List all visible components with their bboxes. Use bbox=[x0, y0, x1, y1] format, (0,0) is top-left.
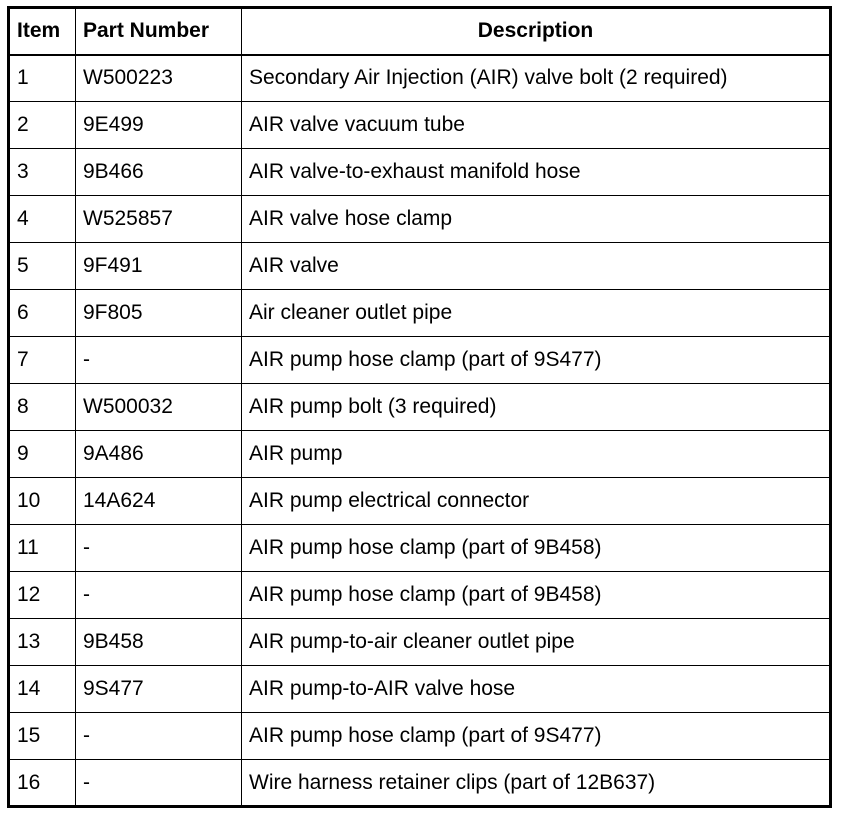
table-row bbox=[9, 149, 831, 196]
cell-description: AIR pump bbox=[242, 431, 831, 478]
cell-item: 8 bbox=[9, 384, 76, 431]
table-row bbox=[9, 55, 831, 102]
cell-item: 11 bbox=[9, 525, 76, 572]
cell-description: AIR valve vacuum tube bbox=[242, 102, 831, 149]
cell-part-number: W525857 bbox=[76, 196, 242, 243]
table-row bbox=[9, 431, 831, 478]
cell-description: Wire harness retainer clips (part of 12B637) bbox=[242, 760, 831, 807]
cell-item: 13 bbox=[9, 619, 76, 666]
cell-item: 3 bbox=[9, 149, 76, 196]
cell-part-number: 9S477 bbox=[76, 666, 242, 713]
table-row bbox=[9, 243, 831, 290]
cell-description: AIR pump hose clamp (part of 9S477) bbox=[242, 337, 831, 384]
table-row bbox=[9, 619, 831, 666]
cell-description: AIR valve-to-exhaust manifold hose bbox=[242, 149, 831, 196]
cell-description: AIR pump bolt (3 required) bbox=[242, 384, 831, 431]
cell-item: 5 bbox=[9, 243, 76, 290]
cell-item: 14 bbox=[9, 666, 76, 713]
cell-description: AIR pump-to-air cleaner outlet pipe bbox=[242, 619, 831, 666]
cell-item: 12 bbox=[9, 572, 76, 619]
parts-table bbox=[7, 6, 832, 808]
cell-description: Secondary Air Injection (AIR) valve bolt (2 required) bbox=[242, 55, 831, 102]
cell-description: AIR pump hose clamp (part of 9B458) bbox=[242, 525, 831, 572]
cell-part-number: - bbox=[76, 572, 242, 619]
cell-part-number: - bbox=[76, 713, 242, 760]
header-description: Description bbox=[242, 8, 831, 55]
cell-item: 4 bbox=[9, 196, 76, 243]
table-row bbox=[9, 102, 831, 149]
table-row bbox=[9, 196, 831, 243]
table-row bbox=[9, 666, 831, 713]
table-row bbox=[9, 337, 831, 384]
cell-item: 9 bbox=[9, 431, 76, 478]
cell-part-number: - bbox=[76, 337, 242, 384]
cell-part-number: W500032 bbox=[76, 384, 242, 431]
cell-part-number: - bbox=[76, 760, 242, 807]
cell-item: 6 bbox=[9, 290, 76, 337]
cell-item: 1 bbox=[9, 55, 76, 102]
cell-part-number: - bbox=[76, 525, 242, 572]
cell-description: AIR pump hose clamp (part of 9B458) bbox=[242, 572, 831, 619]
cell-item: 2 bbox=[9, 102, 76, 149]
table-row bbox=[9, 525, 831, 572]
cell-part-number: 14A624 bbox=[76, 478, 242, 525]
table-row bbox=[9, 713, 831, 760]
header-item: Item bbox=[9, 8, 76, 55]
cell-description: AIR valve bbox=[242, 243, 831, 290]
table-row bbox=[9, 478, 831, 525]
cell-description: AIR pump-to-AIR valve hose bbox=[242, 666, 831, 713]
cell-description: Air cleaner outlet pipe bbox=[242, 290, 831, 337]
table-row bbox=[9, 384, 831, 431]
table-row bbox=[9, 760, 831, 807]
cell-description: AIR pump hose clamp (part of 9S477) bbox=[242, 713, 831, 760]
cell-item: 7 bbox=[9, 337, 76, 384]
cell-part-number: W500223 bbox=[76, 55, 242, 102]
cell-part-number: 9F805 bbox=[76, 290, 242, 337]
cell-part-number: 9B458 bbox=[76, 619, 242, 666]
table-body bbox=[9, 55, 831, 807]
cell-part-number: 9F491 bbox=[76, 243, 242, 290]
cell-description: AIR pump electrical connector bbox=[242, 478, 831, 525]
table-row bbox=[9, 572, 831, 619]
cell-part-number: 9B466 bbox=[76, 149, 242, 196]
table-header-row bbox=[9, 8, 831, 55]
cell-description: AIR valve hose clamp bbox=[242, 196, 831, 243]
cell-part-number: 9E499 bbox=[76, 102, 242, 149]
cell-part-number: 9A486 bbox=[76, 431, 242, 478]
header-part-number: Part Number bbox=[76, 8, 242, 55]
table-row bbox=[9, 290, 831, 337]
cell-item: 16 bbox=[9, 760, 76, 807]
cell-item: 10 bbox=[9, 478, 76, 525]
cell-item: 15 bbox=[9, 713, 76, 760]
